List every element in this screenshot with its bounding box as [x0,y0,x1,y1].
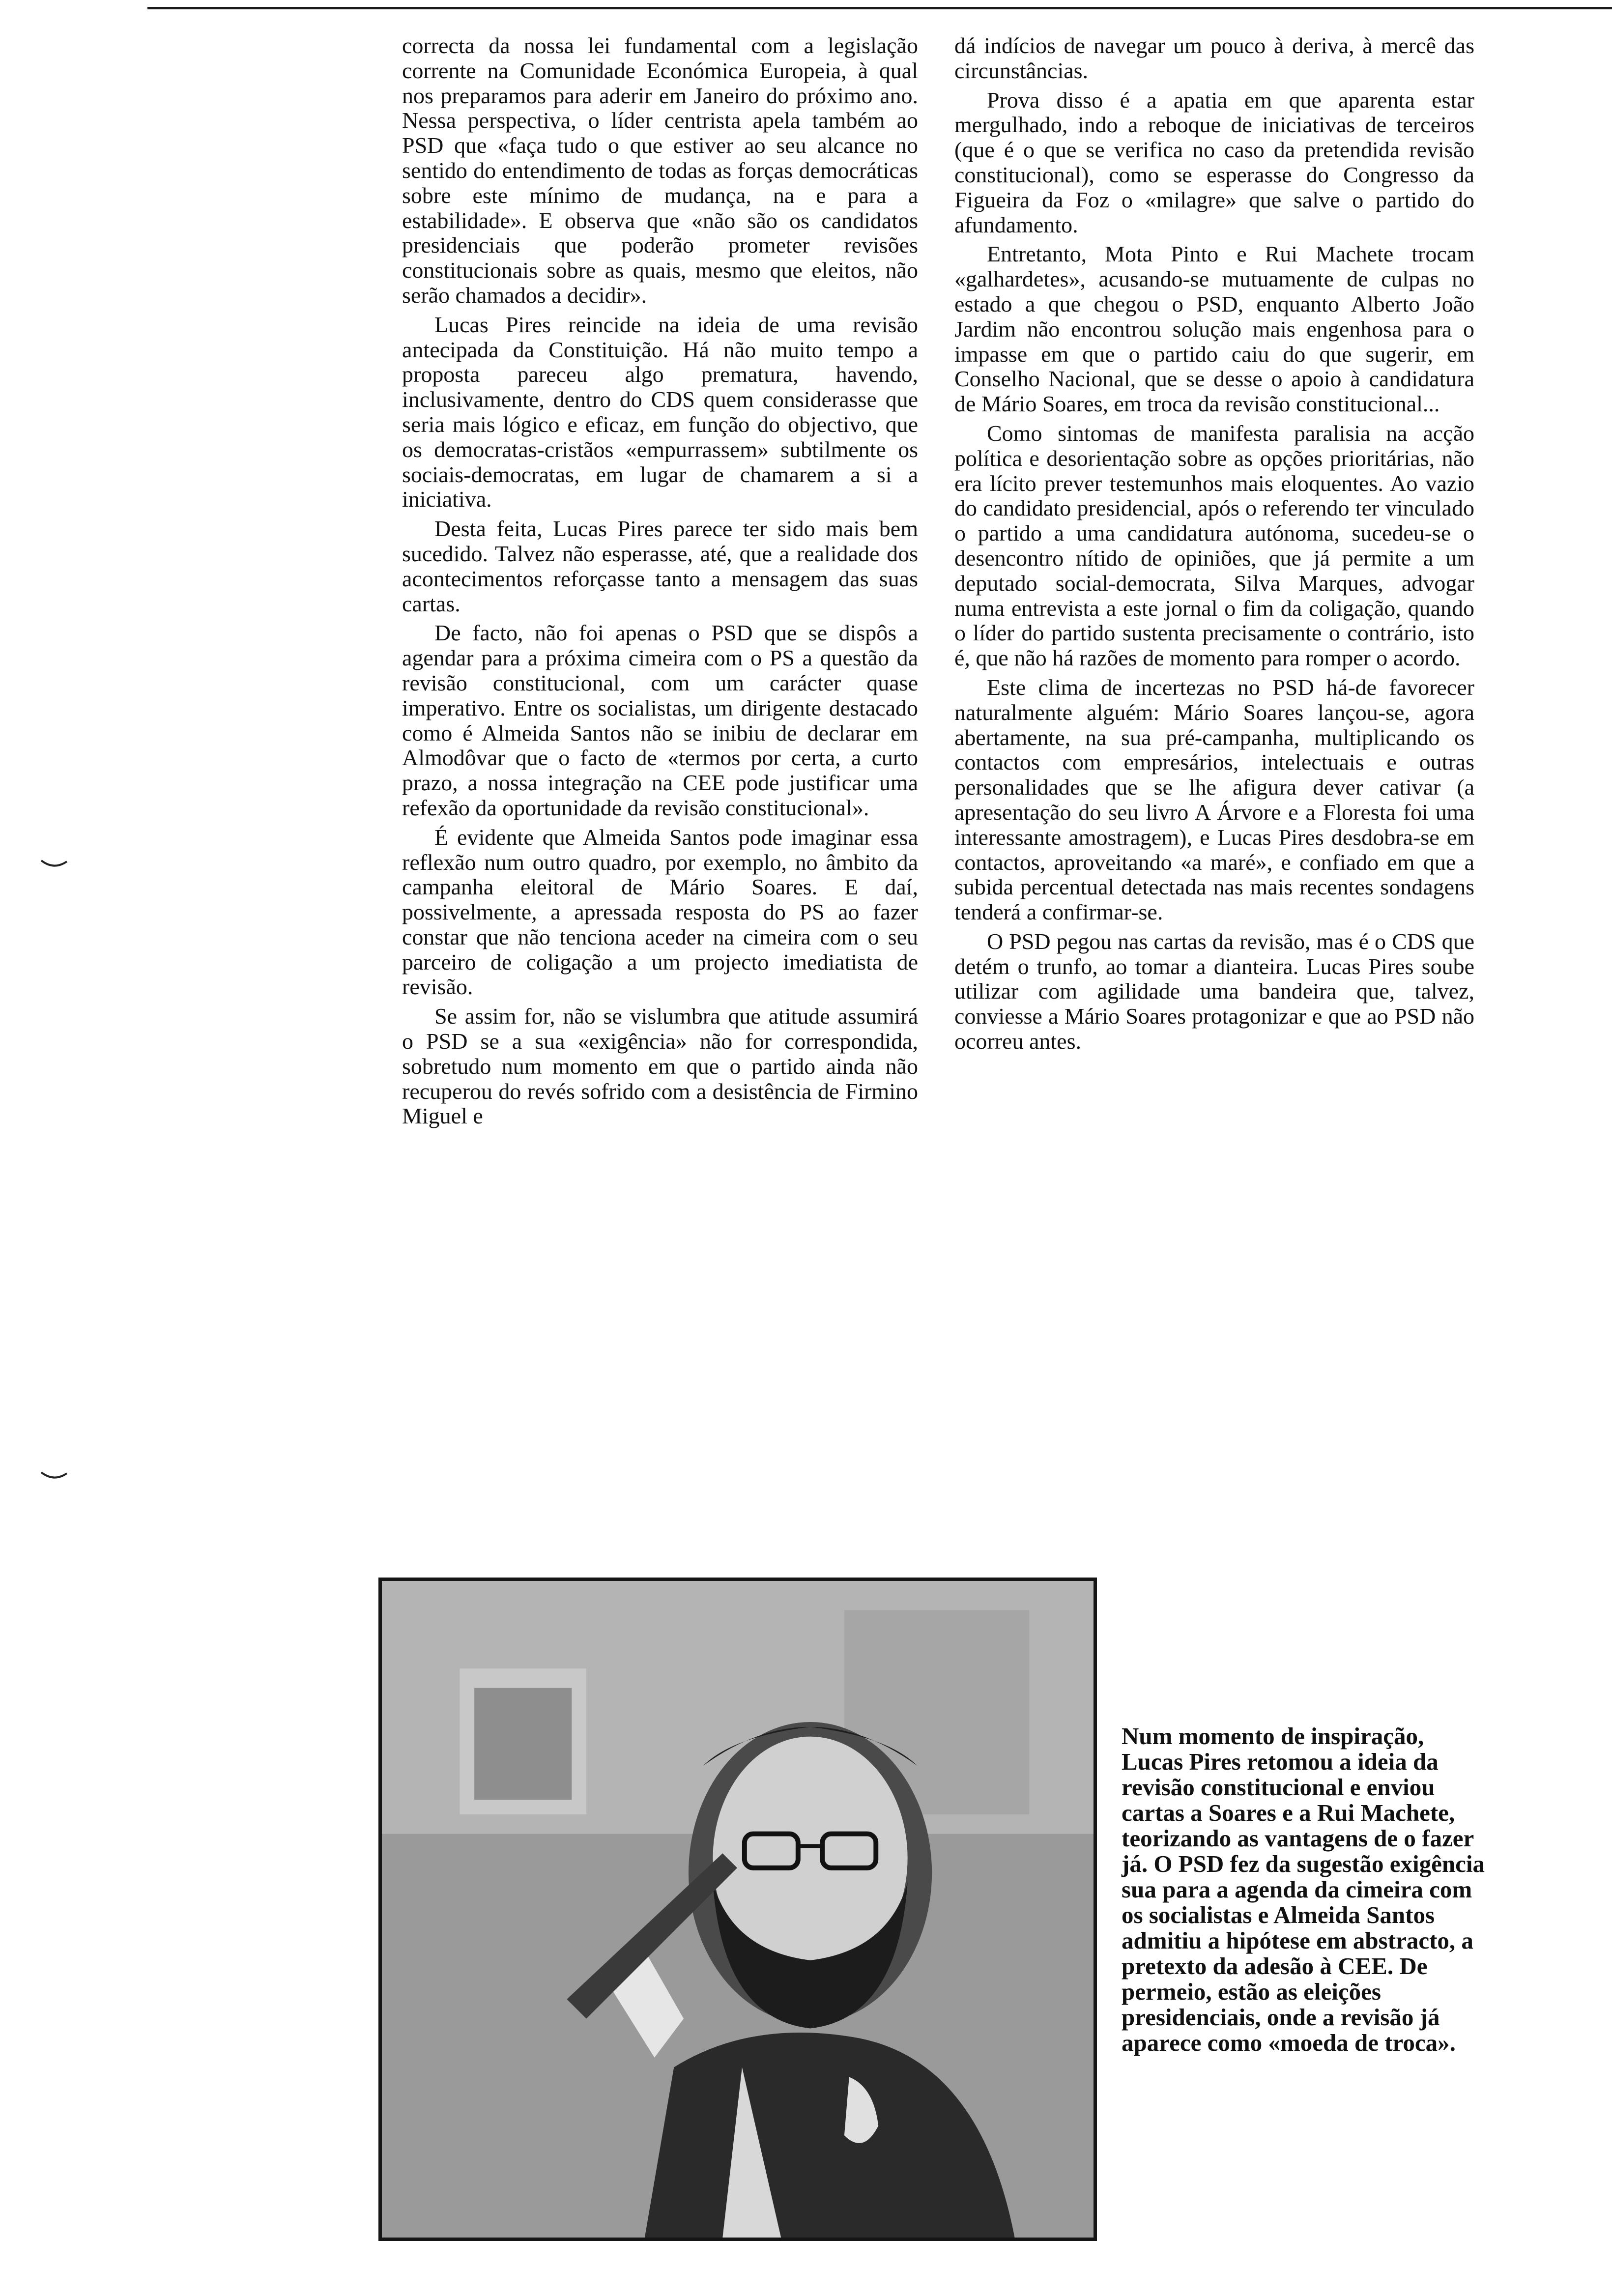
article-left-column [402,33,918,1133]
margin-mark [39,1469,69,1484]
paragraph: Prova disso é a apatia em que aparenta estar mergulhado, indo a reboque de iniciativas de terceiros (que é o que se verifica no caso da pretendida revisão constitucional), como se esperasse do Congresso da Figueira da Foz o «milagre» que salve o partido do afundamento. [954,87,1474,237]
article-right-column [954,33,1474,1059]
paragraph: O PSD pegou nas cartas da revisão, mas é o CDS que detém o trunfo, ao tomar a dianteira. Lucas Pires soube utilizar com agilidade uma bandeira que, talvez, conviesse a Mário Soares protagonizar e que ao PSD não ocorreu antes. [954,928,1474,1054]
paragraph: Lucas Pires reincide na ideia de uma revisão antecipada da Constituição. Há não muito tempo a proposta pareceu algo prematura, havendo, inclusivamente, dentro do CDS quem considerasse que seria mais lógico e eficaz, em função do objectivo, que os democratas-cristãos «empurrassem» subtilmente os sociais-democratas, em lugar de chamarem a si a iniciativa. [402,312,918,512]
top-rule [147,7,1612,9]
paragraph: De facto, não foi apenas o PSD que se dispôs a agendar para a próxima cimeira com o PS a questão da revisão constitucional, com um carácter quase imperativo. Entre os socialistas, um dirigente destacado como é Almeida Santos não se inibiu de declarar em Almodôvar que o facto de «termos por certa, a curto prazo, a nossa integração na CEE pode justificar uma refexão da oportunidade da revisão constitucional». [402,620,918,820]
paragraph: Como sintomas de manifesta paralisia na acção política e desorientação sobre as opções prioritárias, não era lícito prever testemunhos mais eloquentes. Ao vazio do candidato presidencial, após o referendo ter vinculado o partido a uma candidatura autónoma, sucedeu-se o desencontro nítido de opiniões, que já permite a um deputado social-democrata, Silva Marques, advogar numa entrevista a este jornal o fim da coligação, quando o líder do partido sustenta precisamente o contrário, isto é, que não há razões de momento para romper o acordo. [954,420,1474,671]
photo-caption: Num momento de inspiração, Lucas Pires retomou a ideia da revisão constitucional e enviou cartas a Soares e a Rui Machete, teorizando as vantagens de o fazer já. O PSD fez da sugestão exigência sua para a agenda da cimeira com os socialistas e Almeida Santos admitiu a hipótese em abstracto, a pretexto da adesão à CEE. De permeio, estão as eleições presidenciais, onde a revisão já aparece como «moeda de troca». [1122,1722,1485,2056]
paragraph: dá indícios de navegar um pouco à deriva, à mercê das circunstâncias. [954,33,1474,83]
paragraph: correcta da nossa lei fundamental com a legislação corrente na Comunidade Económica Europeia, à qual nos preparamos para aderir em Janeiro do próximo ano. Nessa perspectiva, o líder centrista apela também ao PSD que «faça tudo o que estiver ao seu alcance no sentido do entendimento de todas as forças democráticas sobre este mínimo de mudança, na e para a estabilidade». E observa que «não são os candidatos presidenciais que poderão prometer revisões constitucionais sobre as quais, mesmo que eleitos, não serão chamados a decidir». [402,33,918,308]
paragraph: É evidente que Almeida Santos pode imaginar essa reflexão num outro quadro, por exemplo, no âmbito da campanha eleitoral de Mário Soares. E daí, possivelmente, a apressada resposta do PS ao fazer constar que não tenciona aceder na cimeira com o seu parceiro de coligação a um projecto imediatista de revisão. [402,824,918,1000]
paragraph: Desta feita, Lucas Pires parece ter sido mais bem sucedido. Talvez não esperasse, até, que a realidade dos acontecimentos reforçasse tanto a mensagem das suas cartas. [402,516,918,616]
margin-mark [39,858,69,872]
paragraph: Este clima de incertezas no PSD há-de favorecer naturalmente alguém: Mário Soares lançou-se, agora abertamente, na sua pré-campanha, multiplicando os contactos com empresários, intelectuais e outras personalidades que se lhe afigura dever cativar (a apresentação do seu livro A Árvore e a Floresta foi uma interessante amostragem), e Lucas Pires desdobra-se em contactos, aproveitando «a maré», e confiado em que a subida percentual detectada nas mais recentes sondagens tenderá a confirmar-se. [954,674,1474,925]
portrait-photo [378,1578,1097,2241]
paragraph: Entretanto, Mota Pinto e Rui Machete trocam «galhardetes», acusando-se mutuamente de culpas no estado a que chegou o PSD, enquanto Alberto João Jardim não encontrou solução mais engenhosa para o impasse em que o partido caiu do que sugerir, em Conselho Nacional, que se desse o apoio à candidatura de Mário Soares, em troca da revisão constitucional... [954,241,1474,417]
paragraph: Se assim for, não se vislumbra que atitude assumirá o PSD se a sua «exigência» não for correspondida, sobretudo num momento em que o partido ainda não recuperou do revés sofrido com a desistência de Firmino Miguel e [402,1004,918,1129]
